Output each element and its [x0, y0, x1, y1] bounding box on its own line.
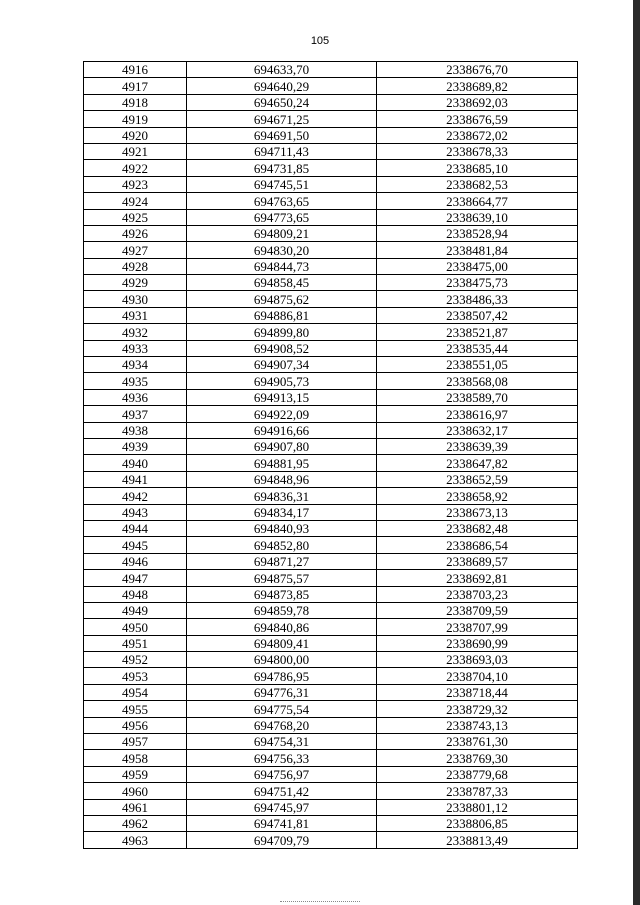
point-number-cell: 4958: [84, 750, 187, 766]
point-number-cell: 4957: [84, 734, 187, 750]
x-coordinate-cell: 694650,24: [187, 94, 377, 110]
y-coordinate-cell: 2338673,13: [377, 504, 578, 520]
x-coordinate-cell: 694671,25: [187, 111, 377, 127]
y-coordinate-cell: 2338658,92: [377, 488, 578, 504]
y-coordinate-cell: 2338678,33: [377, 143, 578, 159]
table-row: [84, 602, 578, 618]
x-coordinate-cell: 694800,00: [187, 652, 377, 668]
table-row: [84, 799, 578, 815]
x-coordinate-cell: 694848,96: [187, 471, 377, 487]
y-coordinate-cell: 2338647,82: [377, 455, 578, 471]
point-number-cell: 4954: [84, 684, 187, 700]
x-coordinate-cell: 694640,29: [187, 78, 377, 94]
x-coordinate-cell: 694711,43: [187, 143, 377, 159]
y-coordinate-cell: 2338616,97: [377, 406, 578, 422]
y-coordinate-cell: 2338521,87: [377, 324, 578, 340]
y-coordinate-cell: 2338535,44: [377, 340, 578, 356]
table-row: [84, 111, 578, 127]
y-coordinate-cell: 2338718,44: [377, 684, 578, 700]
x-coordinate-cell: 694875,57: [187, 570, 377, 586]
point-number-cell: 4929: [84, 275, 187, 291]
y-coordinate-cell: 2338743,13: [377, 717, 578, 733]
table-row: [84, 684, 578, 700]
table-row: [84, 717, 578, 733]
y-coordinate-cell: 2338729,32: [377, 701, 578, 717]
y-coordinate-cell: 2338486,33: [377, 291, 578, 307]
table-row: [84, 94, 578, 110]
table-row: [84, 783, 578, 799]
x-coordinate-cell: 694907,80: [187, 438, 377, 454]
scan-bottom-mark: [280, 901, 360, 902]
point-number-cell: 4921: [84, 143, 187, 159]
point-number-cell: 4945: [84, 537, 187, 553]
y-coordinate-cell: 2338813,49: [377, 832, 578, 848]
table-row: [84, 143, 578, 159]
x-coordinate-cell: 694908,52: [187, 340, 377, 356]
table-row: [84, 701, 578, 717]
point-number-cell: 4927: [84, 242, 187, 258]
y-coordinate-cell: 2338761,30: [377, 734, 578, 750]
y-coordinate-cell: 2338689,57: [377, 553, 578, 569]
y-coordinate-cell: 2338475,73: [377, 275, 578, 291]
point-number-cell: 4961: [84, 799, 187, 815]
y-coordinate-cell: 2338703,23: [377, 586, 578, 602]
y-coordinate-cell: 2338568,08: [377, 373, 578, 389]
table-row: [84, 340, 578, 356]
x-coordinate-cell: 694899,80: [187, 324, 377, 340]
table-row: [84, 422, 578, 438]
point-number-cell: 4941: [84, 471, 187, 487]
point-number-cell: 4922: [84, 160, 187, 176]
table-row: [84, 193, 578, 209]
y-coordinate-cell: 2338692,03: [377, 94, 578, 110]
y-coordinate-cell: 2338779,68: [377, 766, 578, 782]
y-coordinate-cell: 2338685,10: [377, 160, 578, 176]
x-coordinate-cell: 694873,85: [187, 586, 377, 602]
point-number-cell: 4934: [84, 357, 187, 373]
point-number-cell: 4936: [84, 389, 187, 405]
x-coordinate-cell: 694836,31: [187, 488, 377, 504]
point-number-cell: 4952: [84, 652, 187, 668]
y-coordinate-cell: 2338704,10: [377, 668, 578, 684]
point-number-cell: 4919: [84, 111, 187, 127]
point-number-cell: 4924: [84, 193, 187, 209]
y-coordinate-cell: 2338682,48: [377, 520, 578, 536]
point-number-cell: 4944: [84, 520, 187, 536]
y-coordinate-cell: 2338639,39: [377, 438, 578, 454]
point-number-cell: 4953: [84, 668, 187, 684]
y-coordinate-cell: 2338632,17: [377, 422, 578, 438]
point-number-cell: 4925: [84, 209, 187, 225]
x-coordinate-cell: 694745,51: [187, 176, 377, 192]
point-number-cell: 4946: [84, 553, 187, 569]
x-coordinate-cell: 694768,20: [187, 717, 377, 733]
page-number: 105: [310, 35, 330, 47]
x-coordinate-cell: 694773,65: [187, 209, 377, 225]
table-row: [84, 504, 578, 520]
scan-edge-shadow: [633, 0, 640, 905]
table-row: [84, 242, 578, 258]
y-coordinate-cell: 2338481,84: [377, 242, 578, 258]
point-number-cell: 4955: [84, 701, 187, 717]
x-coordinate-cell: 694809,21: [187, 225, 377, 241]
y-coordinate-cell: 2338528,94: [377, 225, 578, 241]
table-row: [84, 766, 578, 782]
point-number-cell: 4926: [84, 225, 187, 241]
table-row: [84, 275, 578, 291]
table-row: [84, 307, 578, 323]
table-row: [84, 750, 578, 766]
table-row: [84, 78, 578, 94]
x-coordinate-cell: 694775,54: [187, 701, 377, 717]
y-coordinate-cell: 2338693,03: [377, 652, 578, 668]
x-coordinate-cell: 694844,73: [187, 258, 377, 274]
x-coordinate-cell: 694922,09: [187, 406, 377, 422]
table-row: [84, 668, 578, 684]
x-coordinate-cell: 694709,79: [187, 832, 377, 848]
point-number-cell: 4920: [84, 127, 187, 143]
y-coordinate-cell: 2338676,59: [377, 111, 578, 127]
x-coordinate-cell: 694756,33: [187, 750, 377, 766]
table-row: [84, 832, 578, 848]
table-row: [84, 438, 578, 454]
x-coordinate-cell: 694633,70: [187, 62, 377, 78]
point-number-cell: 4951: [84, 635, 187, 651]
y-coordinate-cell: 2338806,85: [377, 815, 578, 831]
y-coordinate-cell: 2338652,59: [377, 471, 578, 487]
table-row: [84, 291, 578, 307]
y-coordinate-cell: 2338801,12: [377, 799, 578, 815]
y-coordinate-cell: 2338787,33: [377, 783, 578, 799]
x-coordinate-cell: 694871,27: [187, 553, 377, 569]
y-coordinate-cell: 2338551,05: [377, 357, 578, 373]
point-number-cell: 4947: [84, 570, 187, 586]
y-coordinate-cell: 2338589,70: [377, 389, 578, 405]
table-row: [84, 520, 578, 536]
table-row: [84, 488, 578, 504]
point-number-cell: 4948: [84, 586, 187, 602]
table-row: [84, 357, 578, 373]
point-number-cell: 4933: [84, 340, 187, 356]
x-coordinate-cell: 694834,17: [187, 504, 377, 520]
x-coordinate-cell: 694756,97: [187, 766, 377, 782]
x-coordinate-cell: 694745,97: [187, 799, 377, 815]
point-number-cell: 4916: [84, 62, 187, 78]
table-row: [84, 176, 578, 192]
y-coordinate-cell: 2338664,77: [377, 193, 578, 209]
point-number-cell: 4935: [84, 373, 187, 389]
table-row: [84, 160, 578, 176]
x-coordinate-cell: 694840,86: [187, 619, 377, 635]
table-row: [84, 815, 578, 831]
point-number-cell: 4960: [84, 783, 187, 799]
table-row: [84, 619, 578, 635]
y-coordinate-cell: 2338676,70: [377, 62, 578, 78]
point-number-cell: 4939: [84, 438, 187, 454]
table-row: [84, 62, 578, 78]
point-number-cell: 4932: [84, 324, 187, 340]
x-coordinate-cell: 694905,73: [187, 373, 377, 389]
x-coordinate-cell: 694751,42: [187, 783, 377, 799]
table-row: [84, 586, 578, 602]
table-row: [84, 406, 578, 422]
y-coordinate-cell: 2338689,82: [377, 78, 578, 94]
table-row: [84, 324, 578, 340]
point-number-cell: 4938: [84, 422, 187, 438]
coordinates-table-body: [84, 62, 578, 849]
x-coordinate-cell: 694809,41: [187, 635, 377, 651]
y-coordinate-cell: 2338690,99: [377, 635, 578, 651]
table-row: [84, 127, 578, 143]
x-coordinate-cell: 694741,81: [187, 815, 377, 831]
table-row: [84, 209, 578, 225]
x-coordinate-cell: 694886,81: [187, 307, 377, 323]
x-coordinate-cell: 694691,50: [187, 127, 377, 143]
y-coordinate-cell: 2338707,99: [377, 619, 578, 635]
x-coordinate-cell: 694875,62: [187, 291, 377, 307]
x-coordinate-cell: 694786,95: [187, 668, 377, 684]
point-number-cell: 4928: [84, 258, 187, 274]
x-coordinate-cell: 694840,93: [187, 520, 377, 536]
x-coordinate-cell: 694754,31: [187, 734, 377, 750]
x-coordinate-cell: 694913,15: [187, 389, 377, 405]
table-row: [84, 389, 578, 405]
table-row: [84, 537, 578, 553]
point-number-cell: 4918: [84, 94, 187, 110]
x-coordinate-cell: 694776,31: [187, 684, 377, 700]
table-row: [84, 373, 578, 389]
table-row: [84, 570, 578, 586]
table-row: [84, 734, 578, 750]
x-coordinate-cell: 694881,95: [187, 455, 377, 471]
table-row: [84, 225, 578, 241]
coordinates-table: [83, 61, 578, 849]
point-number-cell: 4917: [84, 78, 187, 94]
x-coordinate-cell: 694731,85: [187, 160, 377, 176]
table-row: [84, 635, 578, 651]
point-number-cell: 4937: [84, 406, 187, 422]
table-row: [84, 553, 578, 569]
table-row: [84, 471, 578, 487]
table-row: [84, 652, 578, 668]
x-coordinate-cell: 694916,66: [187, 422, 377, 438]
y-coordinate-cell: 2338692,81: [377, 570, 578, 586]
y-coordinate-cell: 2338672,02: [377, 127, 578, 143]
x-coordinate-cell: 694859,78: [187, 602, 377, 618]
y-coordinate-cell: 2338682,53: [377, 176, 578, 192]
point-number-cell: 4950: [84, 619, 187, 635]
point-number-cell: 4962: [84, 815, 187, 831]
table-row: [84, 455, 578, 471]
point-number-cell: 4930: [84, 291, 187, 307]
point-number-cell: 4963: [84, 832, 187, 848]
y-coordinate-cell: 2338686,54: [377, 537, 578, 553]
y-coordinate-cell: 2338709,59: [377, 602, 578, 618]
point-number-cell: 4931: [84, 307, 187, 323]
x-coordinate-cell: 694830,20: [187, 242, 377, 258]
point-number-cell: 4923: [84, 176, 187, 192]
x-coordinate-cell: 694763,65: [187, 193, 377, 209]
x-coordinate-cell: 694852,80: [187, 537, 377, 553]
point-number-cell: 4956: [84, 717, 187, 733]
table-row: [84, 258, 578, 274]
y-coordinate-cell: 2338769,30: [377, 750, 578, 766]
y-coordinate-cell: 2338475,00: [377, 258, 578, 274]
point-number-cell: 4940: [84, 455, 187, 471]
y-coordinate-cell: 2338639,10: [377, 209, 578, 225]
y-coordinate-cell: 2338507,42: [377, 307, 578, 323]
point-number-cell: 4942: [84, 488, 187, 504]
point-number-cell: 4949: [84, 602, 187, 618]
point-number-cell: 4959: [84, 766, 187, 782]
point-number-cell: 4943: [84, 504, 187, 520]
x-coordinate-cell: 694858,45: [187, 275, 377, 291]
x-coordinate-cell: 694907,34: [187, 357, 377, 373]
